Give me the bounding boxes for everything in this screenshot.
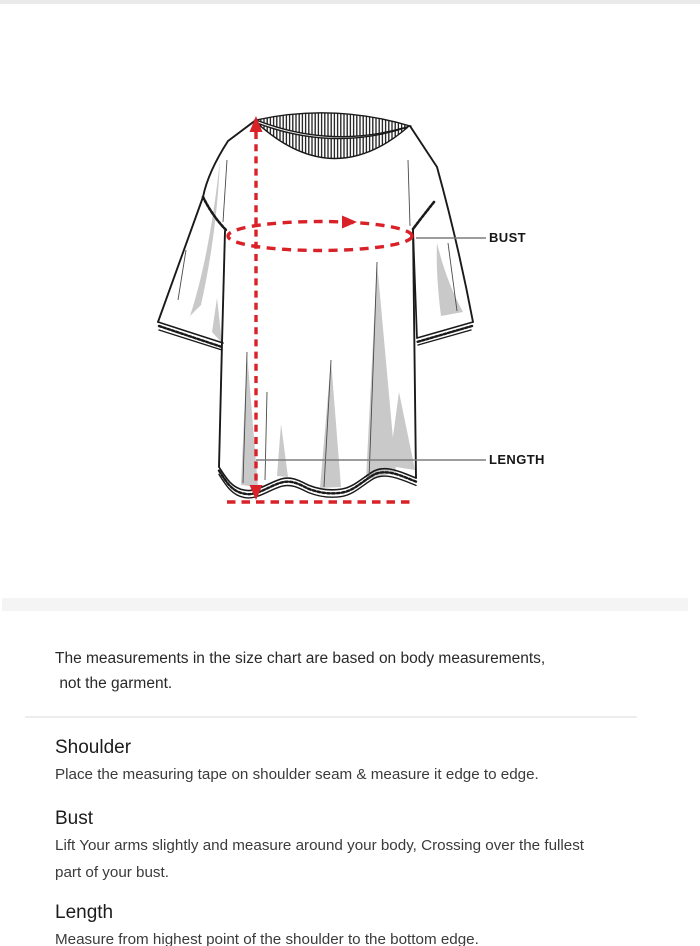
section-divider-band	[2, 598, 688, 611]
bust-desc-line-2: part of your bust.	[55, 863, 169, 881]
tshirt-outline	[158, 120, 473, 498]
length-desc-line: Measure from highest point of the shoulder to the bottom edge.	[55, 931, 479, 946]
bust-desc-line-1: Lift Your arms slightly and measure around your body, Crossing over the fullest	[55, 837, 585, 854]
section-title-bust: Bust	[55, 808, 94, 829]
section-desc-bust	[55, 833, 635, 886]
note-line-1: The measurements in the size chart are based on body measurements,	[55, 650, 546, 667]
note-text	[55, 646, 615, 696]
note-line-2: not the garment.	[55, 675, 173, 692]
neckband	[256, 113, 410, 159]
shoulder-desc-line: Place the measuring tape on shoulder seam & measure it edge to edge.	[55, 766, 539, 783]
thin-divider	[25, 716, 637, 718]
arrow-right-icon	[342, 216, 357, 229]
section-desc-length	[55, 927, 635, 946]
section-desc-shoulder	[55, 762, 635, 789]
length-label: LENGTH	[489, 452, 545, 467]
section-title-shoulder: Shoulder	[55, 737, 132, 758]
bust-label: BUST	[489, 230, 526, 245]
section-title-length: Length	[55, 902, 114, 923]
